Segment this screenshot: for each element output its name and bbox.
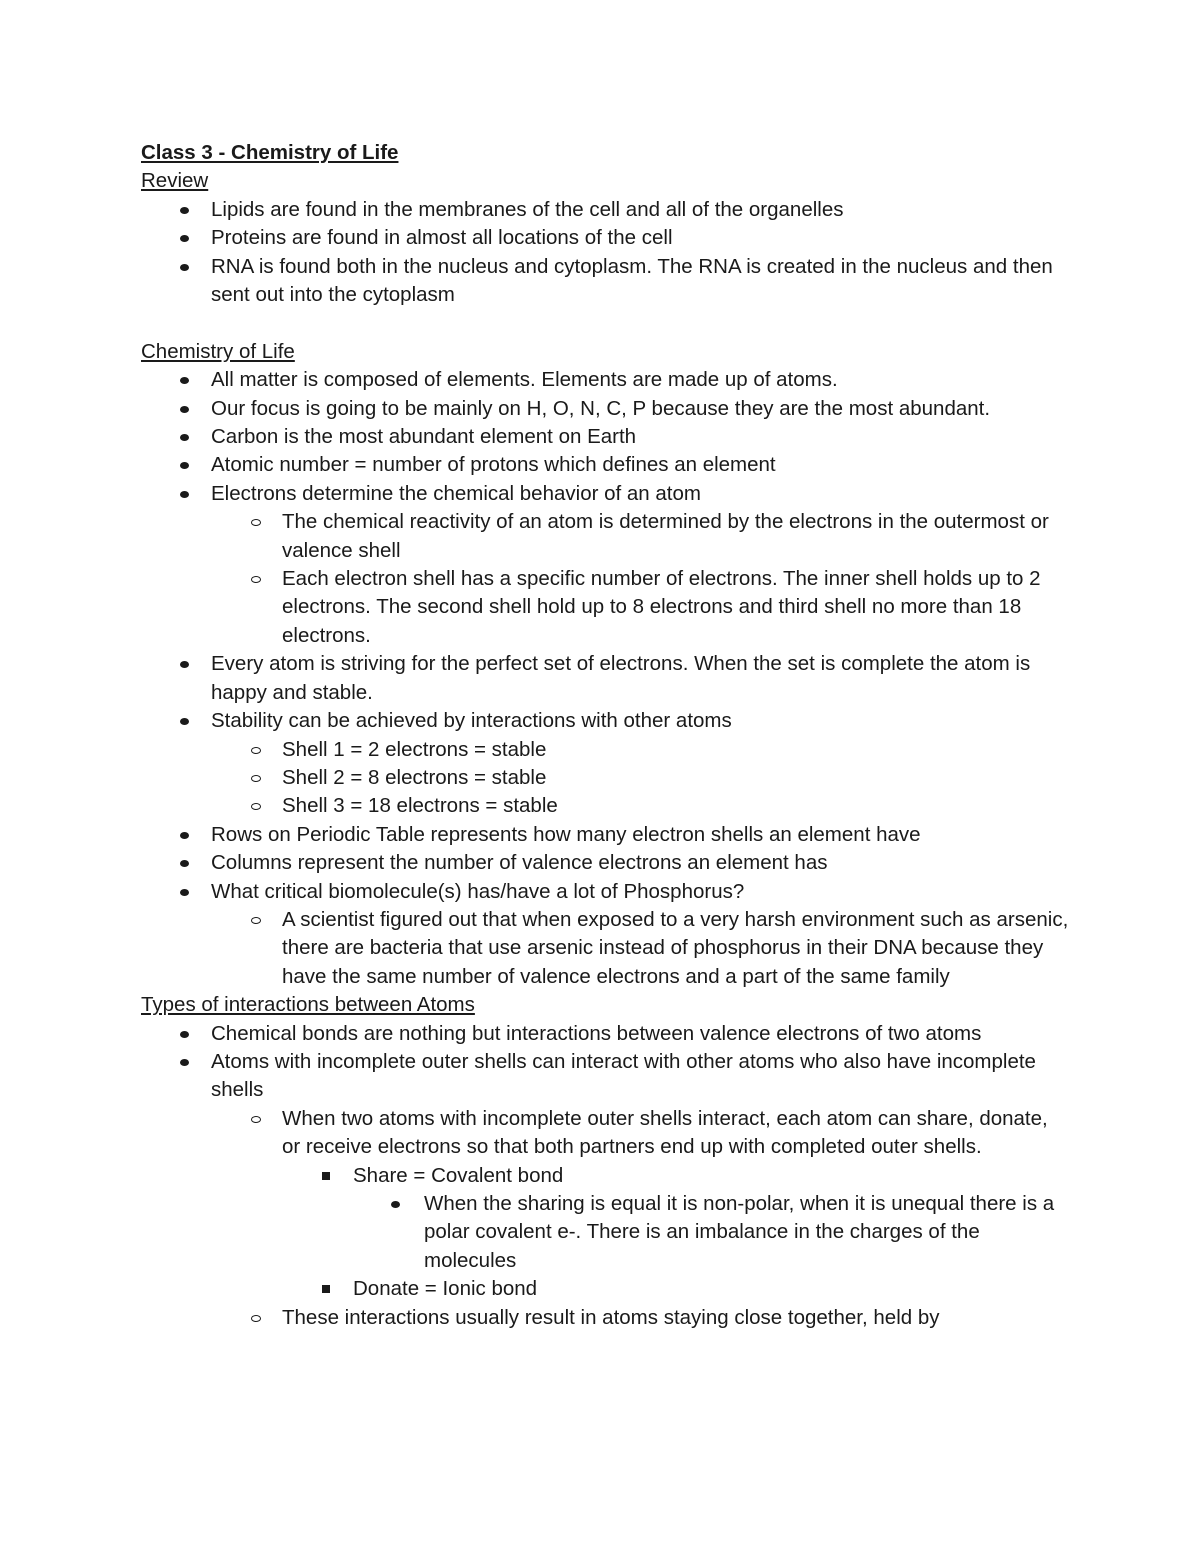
bullet-disc-icon [178,849,192,877]
list-item-text: Stability can be achieved by interactions with other atoms [211,709,732,733]
bullet-circle-icon [249,736,263,764]
list-item-text: Shell 1 = 2 electrons = stable [282,737,547,761]
list-item-text: Atomic number = number of protons which defines an element [211,453,776,477]
list-item-text: Our focus is going to be mainly on H, O, N, C, P because they are the most abundant. [211,396,991,420]
bullet-disc-icon [178,480,192,508]
list-item-text: Donate = Ionic bond [353,1277,538,1301]
list-item [141,395,1071,423]
document-content [141,139,1071,1332]
section-heading-review: Review [141,169,209,193]
list-item [141,849,1071,877]
bullet-disc-icon [178,1048,192,1076]
list-item [141,1275,1071,1303]
list-item-text: Proteins are found in almost all locations of the cell [211,226,673,250]
bullet-disc-icon [178,1020,192,1048]
list-item [141,906,1071,991]
list-item-text: Carbon is the most abundant element on Earth [211,425,637,449]
bullet-disc-icon [178,707,192,735]
bullet-disc-icon [178,821,192,849]
list-item [141,423,1071,451]
bullet-disc-icon [178,196,192,224]
list-item-text: Atoms with incomplete outer shells can interact with other atoms who also have incomplete shells [211,1049,1036,1102]
bullet-circle-icon [249,1304,263,1332]
list-item-text: Lipids are found in the membranes of the cell and all of the organelles [211,197,844,221]
list-item [141,565,1071,650]
bullet-circle-icon [249,792,263,820]
list-item [141,451,1071,479]
list-item [141,764,1071,792]
list-item [141,650,1071,707]
list-item-text: Each electron shell has a specific number of electrons. The inner shell holds up to 2 electrons. The second shell hold up to 8 electrons and third shell no more than 18 electrons. [282,567,1041,647]
list-item-text: Columns represent the number of valence electrons an element has [211,851,828,875]
list-item [141,1304,1071,1332]
list-item [141,366,1071,394]
list-item [141,736,1071,764]
document-title: Class 3 - Chemistry of Life [141,141,399,164]
list-item-text: Every atom is striving for the perfect set of electrons. When the set is complete the atom is happy and stable. [211,652,1031,704]
list-item [141,224,1071,252]
bullet-disc-icon [178,878,192,906]
list-item [141,253,1071,310]
bullet-disc-icon [178,224,192,252]
blank-line [141,309,1071,337]
review-list [141,196,1071,310]
list-item [141,508,1071,565]
list-item [141,1048,1071,1105]
list-item [141,821,1071,849]
bullet-disc-icon [178,650,192,678]
list-item-text: When the sharing is equal it is non-polar, when it is unequal there is a polar covalent e-. There is an imbalance in the charges of the molecules [424,1192,1055,1272]
list-item [141,1162,1071,1190]
list-item [141,196,1071,224]
list-item [141,1105,1071,1162]
interactions-list [141,1020,1071,1332]
bullet-disc-icon [178,395,192,423]
bullet-disc-icon [178,451,192,479]
list-item [141,1020,1071,1048]
bullet-circle-icon [249,1105,263,1133]
bullet-disc-icon [178,423,192,451]
bullet-circle-icon [249,565,263,593]
list-item-text: Chemical bonds are nothing but interactions between valence electrons of two atoms [211,1021,982,1045]
list-item-text: A scientist figured out that when exposed to a very harsh environment such as arsenic, there are bacteria that use arsenic instead of phosphorus in their DNA because they have the same number of valence electrons and a part of the same family [282,907,1069,988]
list-item [141,878,1071,906]
list-item-text: Shell 2 = 8 electrons = stable [282,765,547,789]
list-item [141,707,1071,735]
list-item [141,480,1071,508]
list-item-text: Shell 3 = 18 electrons = stable [282,794,558,818]
list-item-text: Electrons determine the chemical behavior of an atom [211,481,701,505]
list-item-text: Share = Covalent bond [353,1163,564,1187]
chemistry-list [141,366,1071,991]
bullet-square-icon [319,1275,333,1303]
bullet-disc-icon [178,366,192,394]
list-item-text: The chemical reactivity of an atom is determined by the electrons in the outermost or valence shell [282,510,1049,562]
section-heading-interactions: Types of interactions between Atoms [141,993,475,1017]
list-item-text: When two atoms with incomplete outer shells interact, each atom can share, donate, or receive electrons so that both partners end up with completed outer shells. [282,1106,1048,1159]
list-item-text: Rows on Periodic Table represents how many electron shells an element have [211,822,921,846]
list-item-text: RNA is found both in the nucleus and cytoplasm. The RNA is created in the nucleus and then sent out into the cytoplasm [211,254,1053,307]
list-item [141,792,1071,820]
list-item-text: What critical biomolecule(s) has/have a lot of Phosphorus? [211,879,745,903]
bullet-disc-icon [389,1190,403,1218]
bullet-circle-icon [249,764,263,792]
section-heading-chemistry-of-life: Chemistry of Life [141,339,295,363]
bullet-square-icon [319,1162,333,1190]
bullet-circle-icon [249,508,263,536]
list-item [141,1190,1071,1275]
list-item-text: All matter is composed of elements. Elements are made up of atoms. [211,368,838,392]
bullet-disc-icon [178,253,192,281]
list-item-text: These interactions usually result in atoms staying close together, held by [282,1305,940,1329]
bullet-circle-icon [249,906,263,934]
